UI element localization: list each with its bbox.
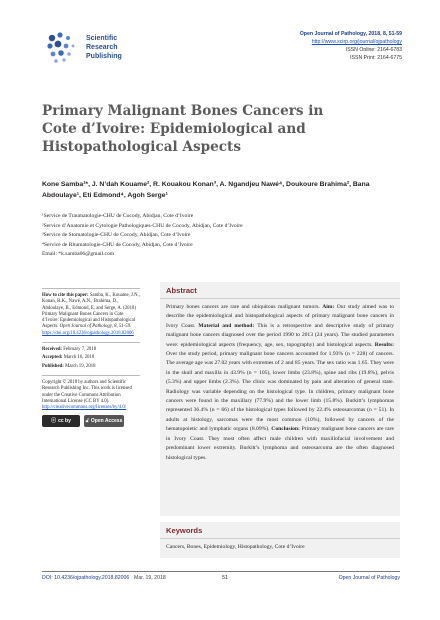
creative-commons-icon: ⓒ	[51, 418, 57, 425]
received-date-row	[42, 347, 140, 353]
open-lock-icon: 🔓︎	[85, 418, 89, 425]
cc-by-label: cc by	[58, 418, 71, 425]
published-date-row	[42, 364, 140, 370]
issn-print: ISSN Print: 2164-6775	[350, 55, 402, 61]
citation-text: Samba, K., Kouame, J.N., Konan, R.K., Nawé, A.N., Brahima, D., Abdoulaye, B., Edmond, E. and Serge, A. (2018) Primary Malignant Bones Cancers in Cote d’Ivoire: Epidemiological and Histopathological Aspects.	[42, 293, 140, 330]
journal-citation: Open Journal of Pathology, 2018, 8, 51-59	[299, 31, 402, 37]
page-number: 51	[222, 575, 228, 581]
open-access-label: Open Access	[90, 418, 123, 425]
affiliation-3: ³Service de Stomatologie-CHU de Cocody, Abidjan, Cote d’Ivoire	[42, 232, 191, 238]
cc-by-badge[interactable]	[42, 415, 80, 427]
abstract-heading: Abstract	[160, 282, 400, 299]
copyright-text: Copyright © 2018 by authors and Scientific Research Publishing Inc. This work is licensed under the Creative Commons Attribution International License (CC BY 4.0).	[42, 379, 132, 404]
affiliation-1: ¹Service de Traumatologie-CHU de Cocody, Abidjan, Cote d’Ivoire	[42, 213, 194, 219]
published-date: March 19, 2018	[65, 363, 96, 369]
article-sidebar	[42, 283, 140, 427]
citation-journal: Open Journal of Pathology, 8, 51-59.	[59, 324, 132, 330]
received-label: Received:	[42, 347, 62, 353]
author-list: Kone Samba¹*, J. N’dah Kouame², R. Kouakou Konan³, A. Ngandjeu Nawé⁴, Doukoure Brahima², Bana Abdoulaye¹, Eti Edmond⁴, Agoh Serge¹	[42, 181, 370, 199]
page-footer	[42, 571, 400, 581]
affiliation-2: ²Service d’Anatomie et Cytologie Pathologiques-CHU de Cocody, Abidjan, Cote d’Ivoire	[42, 222, 243, 229]
footer-date: Mar. 19, 2018	[134, 575, 166, 581]
publisher-name-line-1: Scientific	[86, 35, 118, 42]
license-badges	[42, 415, 140, 427]
keywords-section	[160, 522, 400, 558]
open-access-badge[interactable]	[84, 415, 124, 427]
scirp-logo-icon	[42, 28, 82, 68]
citation-block	[42, 293, 140, 337]
affiliation-4: ⁴Service de Rhumatologie-CHU de Cocody, Abidjan, Cote d’Ivoire	[42, 241, 193, 248]
footer-journal-name: Open Journal of Pathology	[338, 575, 400, 581]
affiliations	[42, 212, 402, 260]
issn-online: ISSN Online: 2164-6783	[345, 47, 402, 53]
published-label: Published:	[42, 363, 64, 369]
citation-doi-link[interactable]: https://doi.org/10.4236/ojpathology.2018.82006	[42, 330, 134, 336]
accepted-date-row	[42, 355, 140, 361]
publisher-name	[86, 34, 122, 61]
accepted-label: Accepted:	[42, 355, 63, 361]
sidebar-divider	[42, 375, 140, 376]
citation-label: How to cite this paper:	[42, 293, 89, 298]
publisher-name-line-2: Research	[86, 44, 118, 51]
copyright-notice	[42, 380, 140, 411]
journal-info	[300, 30, 402, 62]
publisher-name-line-3: Publishing	[86, 53, 122, 60]
sidebar-divider	[42, 288, 140, 289]
abstract-section	[160, 282, 400, 516]
abstract-body: Primary bones cancers are rare and ubiquitous malignant tumors. Aim: Our study aimed was to describe the epidemiological and histopathological aspects of primary malignant bone cancers in Ivory Coast. Material and method: This is a retrospective and descriptive study of primary malignant bone cancers diagnosed over the period 1990 to 2013 (24 years). The studied parameters were: epidemiological aspects (frequency, age, sex, topography) and histological aspects. Results: Over the study period, primary malignant bone cancers accounted for 1.93% (n = 228) of cancers. The average age was 27.02 years with extremes of 2 and 85 years. The sex ratio was 1.65. They were in the skull and maxilla in 43.9% (n = 105), lower limbs (23.8%), spine and ribs (19.8%), pelvis (5.3%) and upper limbs (2.3%). The clinic was dominated by pain and alteration of general state. Radiology was variable depending on the histological type. In children, primary malignant bone cancers were found in the maxillary (77.9%) and the lower limb (15.8%). Burkitt’s lymphomas represented 36.4% (n = 66) of the histological types followed by 22.4% osteosarcomas (n = 51). In adults at histology, sarcomas were the most common (10%), followed by cancers of the hematopoietic and lymphatic organs (8.09%). Conclusion: Primary malignant bone cancers are rare in Ivory Coast. They most often affect male children with maxillofacial involvement and predominant lower extremity. Burkitt’s lymphoma and osteosarcoma are the often diagnosed histological types.	[166, 304, 394, 461]
keywords-heading: Keywords	[160, 522, 400, 539]
publisher-logo	[42, 28, 172, 68]
article-dates	[42, 347, 140, 370]
keywords-list: Cancers, Bones, Epidemiology, Histopathology, Cote d’Ivoire	[166, 544, 305, 550]
sidebar-divider	[42, 342, 140, 343]
journal-url-link[interactable]: http://www.scirp.org/journal/ojpathology	[311, 39, 402, 45]
received-date: February 7, 2018	[63, 347, 97, 353]
corresponding-email[interactable]: Email: *k.samba06@gmail.com	[42, 251, 115, 257]
license-link[interactable]: http://creativecommons.org/licenses/by/4.0/	[42, 405, 127, 411]
article-title: Primary Malignant Bones Cancers in Cote d’Ivoire: Epidemiological and Histopathological Aspects	[42, 103, 324, 155]
footer-doi[interactable]: DOI: 10.4236/ojpathology.2018.82006	[42, 575, 130, 581]
accepted-date: March 16, 2018	[63, 355, 95, 361]
